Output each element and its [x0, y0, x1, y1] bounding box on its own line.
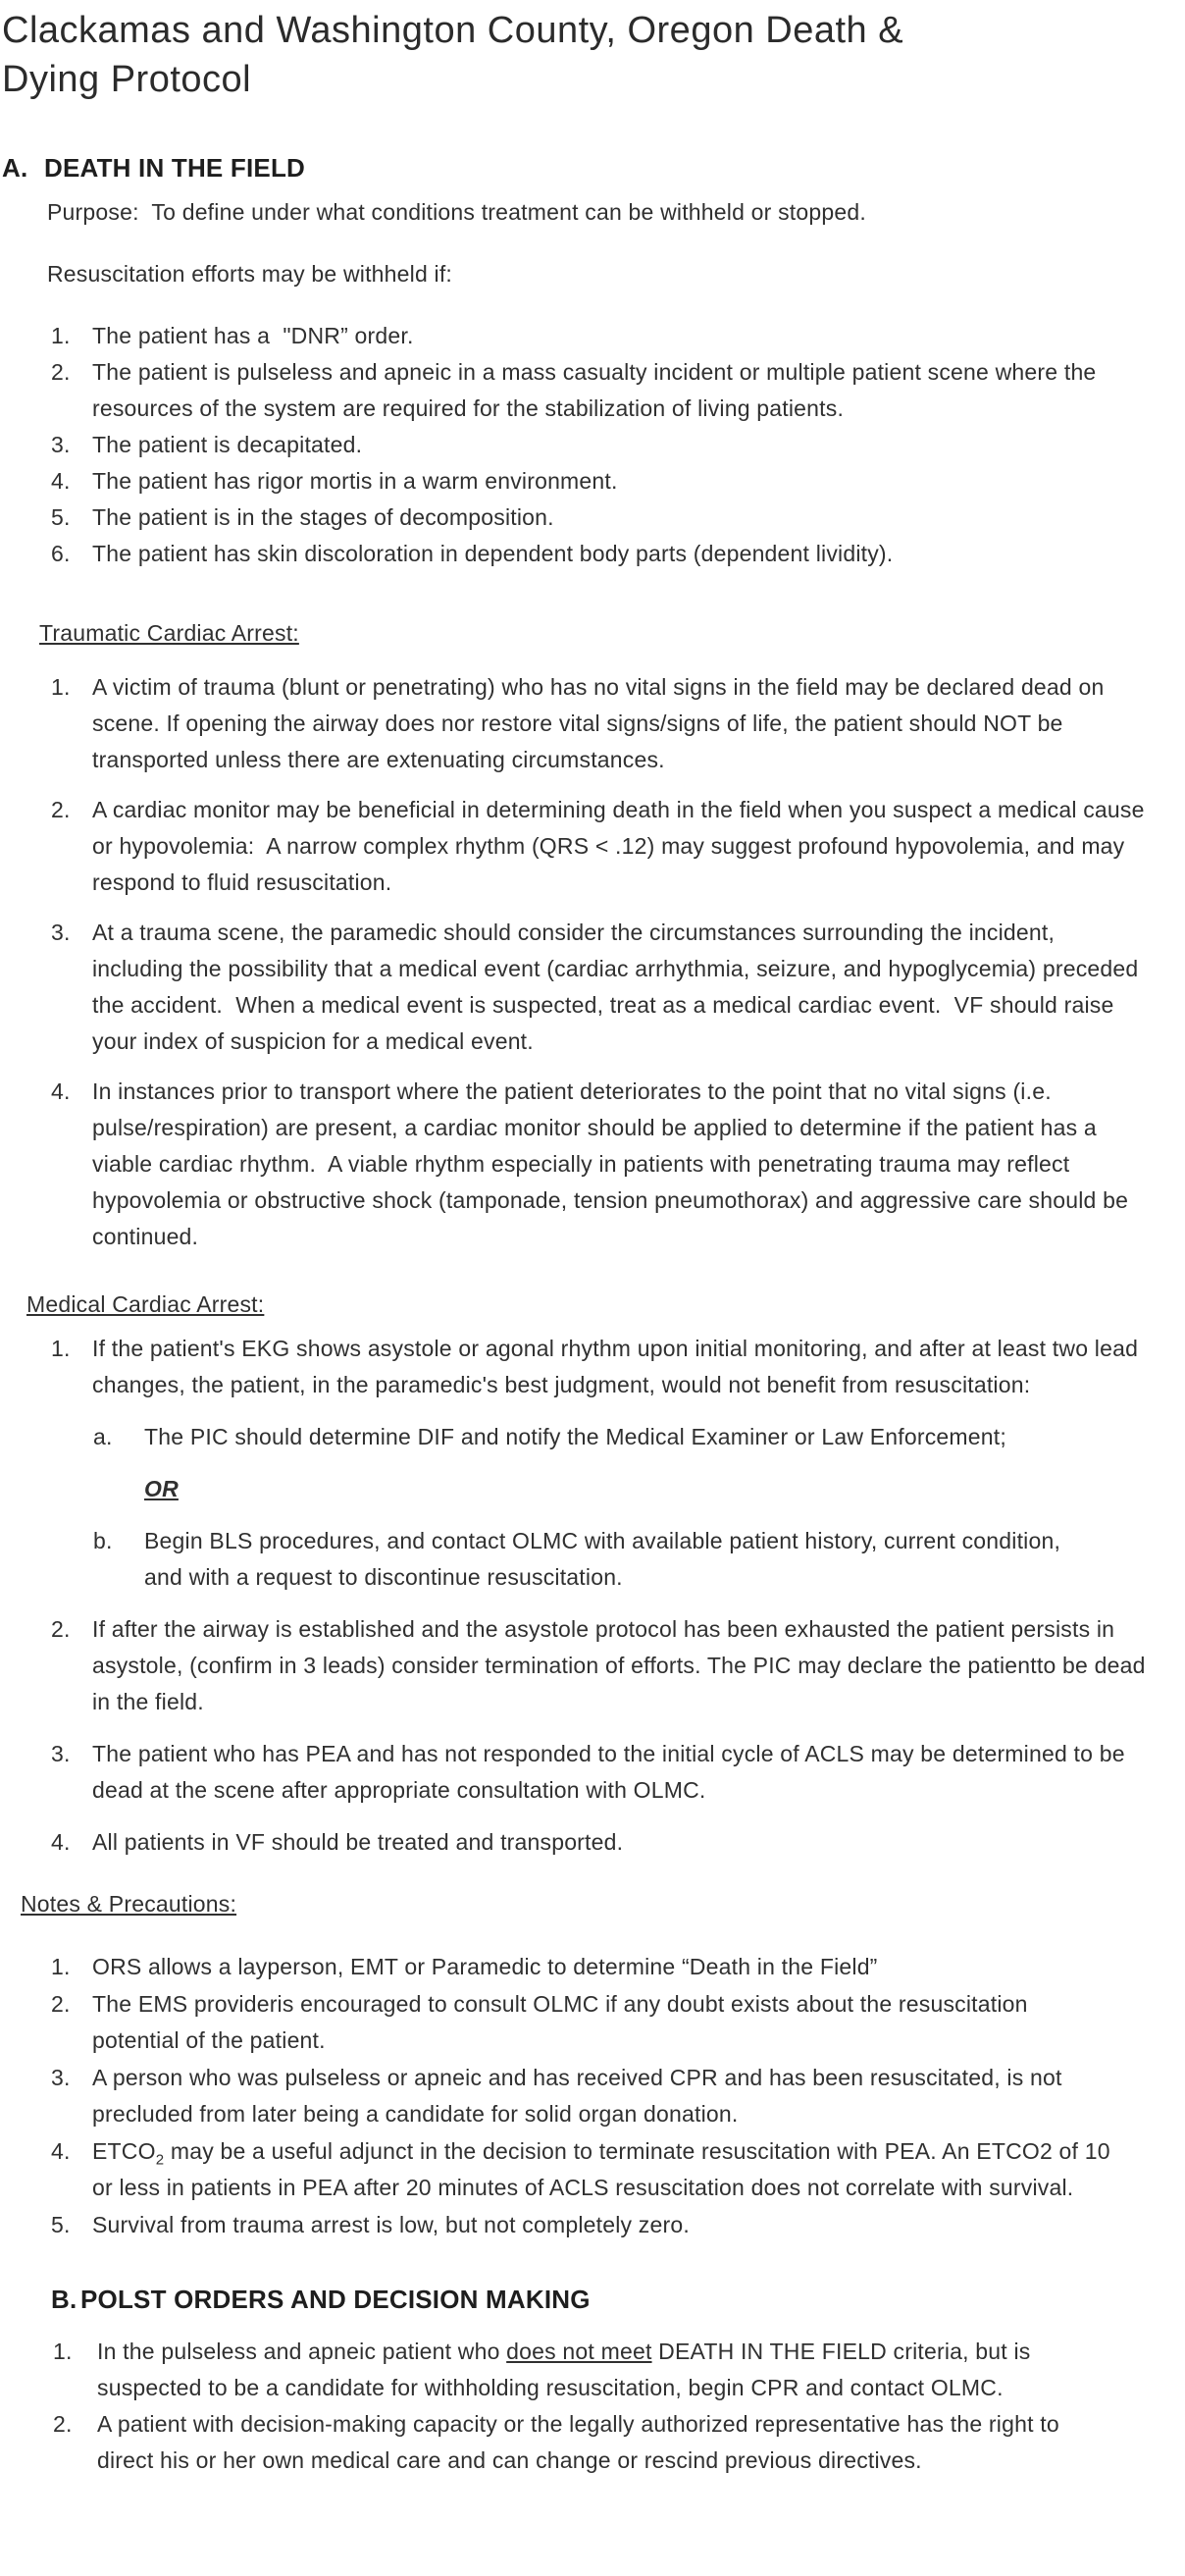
- list-item-number: 6.: [51, 541, 71, 566]
- list-item: [51, 1986, 1175, 2059]
- or-connector: OR: [144, 1476, 179, 1501]
- list-item: [51, 2207, 1175, 2243]
- section-a-heading-text: DEATH IN THE FIELD: [44, 153, 305, 183]
- list-subitem-text: The PIC should determine DIF and notify the Medical Examiner or Law Enforcement;: [144, 1424, 1006, 1449]
- list-item: [51, 1611, 1175, 1720]
- medical-cardiac-arrest-heading: Medical Cardiac Arrest:: [26, 1291, 265, 1317]
- list-item-text: In instances prior to transport where the patient deteriorates to the point that no vital signs (i.e. pulse/respiration) are present, a cardiac monitor should be applied to determine if the patient has a viable cardiac rhythm. A viable rhythm especially in patients with penetrating trauma may reflect hypovolemia or obstructive shock (tamponade, tension pneumothorax) and aggressive care should be continued.: [92, 1078, 1135, 1249]
- list-item: [51, 1949, 1175, 1985]
- list-item-number: 5.: [51, 504, 71, 530]
- list-item: [51, 318, 1175, 354]
- list-item-text: Survival from trauma arrest is low, but not completely zero.: [92, 2212, 690, 2237]
- list-item-text: The patient has skin discoloration in dependent body parts (dependent lividity).: [92, 541, 894, 566]
- list-item-number: 4.: [51, 468, 71, 494]
- list-item-number: 5.: [51, 2212, 71, 2237]
- list-item-number: 3.: [51, 1741, 71, 1766]
- withhold-criteria-list: [51, 318, 1175, 572]
- section-a-letter: A.: [2, 153, 28, 183]
- list-item-number: 1.: [51, 674, 71, 700]
- notes-precautions-heading: Notes & Precautions:: [21, 1891, 237, 1917]
- page-title-line1: Clackamas and Washington County, Oregon Death &: [2, 10, 904, 51]
- list-item-text: At a trauma scene, the paramedic should consider the circumstances surrounding the incident, including the possibility that a medical event (cardiac arrhythmia, seizure, and hypoglycemia) preceded the accident. When a medical event is suspected, treat as a medical cardiac event. VF should raise your index of suspicion for a medical event.: [92, 920, 1145, 1054]
- list-item-text: [97, 2334, 1117, 2406]
- etco2-subscript: 2: [155, 2151, 165, 2169]
- polst-list: [53, 2334, 1175, 2479]
- list-item-text: The patient has a "DNR” order.: [92, 323, 414, 348]
- list-item: [51, 669, 1175, 778]
- list-item: [51, 2133, 1175, 2206]
- list-item-text: The patient is in the stages of decomposition.: [92, 504, 554, 530]
- list-item-number: 2.: [53, 2411, 73, 2437]
- list-item-number: 4.: [51, 1829, 71, 1855]
- list-item: [51, 2060, 1175, 2132]
- list-item-text: If the patient's EKG shows asystole or agonal rhythm upon initial monitoring, and after at least two lead changes, the patient, in the paramedic's best judgment, would not benefit from resuscitation:: [92, 1336, 1145, 1397]
- page-title: [2, 6, 1175, 104]
- list-item-text: The EMS provideris encouraged to consult OLMC if any doubt exists about the resuscitation potential of the patient.: [92, 1991, 1035, 2053]
- notes-precautions-list: [51, 1949, 1175, 2243]
- list-item-text: A victim of trauma (blunt or penetrating) who has no vital signs in the field may be declared dead on scene. If opening the airway does nor restore vital signs/signs of life, the patient should NOT be transported unless there are extenuating circumstances.: [92, 674, 1111, 772]
- list-item-number: 4.: [51, 2138, 71, 2164]
- list-item: [51, 1736, 1175, 1809]
- list-item: [53, 2406, 1175, 2479]
- list-item-number: 3.: [51, 920, 71, 945]
- list-item-number: 2.: [51, 1616, 71, 1642]
- list-item-number: 2.: [51, 359, 71, 385]
- polst-item1-post: DEATH IN THE FIELD criteria, but is suspected to be a candidate for withholding resuscitation, begin CPR and contact OLMC.: [97, 2339, 1038, 2400]
- list-subitem-text: Begin BLS procedures, and contact OLMC with available patient history, current condition, and with a request to discontinue resuscitation.: [144, 1528, 1067, 1590]
- list-item: [51, 1824, 1175, 1861]
- section-a: [2, 149, 1175, 2243]
- etco2-body: may be a useful adjunct in the decision to terminate resuscitation with PEA. An ETCO2 of 10 or less in patients in PEA after 20 minutes of ACLS resuscitation does not correlate with survival.: [92, 2138, 1117, 2200]
- traumatic-cardiac-arrest-heading: Traumatic Cardiac Arrest:: [39, 620, 299, 646]
- list-subitem-b: [93, 1523, 1175, 1596]
- list-subitem-label: a.: [93, 1424, 113, 1449]
- list-item: [53, 2334, 1175, 2406]
- list-item-number: 2.: [51, 1991, 71, 2017]
- etco2-prefix: ETCO: [92, 2138, 156, 2164]
- list-item-text: A person who was pulseless or apneic and has received CPR and has been resuscitated, is not precluded from later being a candidate for solid organ donation.: [92, 2065, 1069, 2127]
- list-item: [51, 1331, 1175, 1403]
- list-item-text: The patient has rigor mortis in a warm environment.: [92, 468, 618, 494]
- list-item-text: The patient is pulseless and apneic in a mass casualty incident or multiple patient scene where the resources of the system are required for the stabilization of living patients.: [92, 359, 1104, 421]
- list-item: [51, 536, 1175, 572]
- list-item-text: If after the airway is established and the asystole protocol has been exhausted the patient persists in asystole, (confirm in 3 leads) consider termination of efforts. The PIC may declare the patientto be dead in the field.: [92, 1616, 1153, 1714]
- polst-item1-pre: In the pulseless and apneic patient who: [97, 2339, 507, 2364]
- list-item-text: The patient who has PEA and has not responded to the initial cycle of ACLS may be determined to be dead at the scene after appropriate consultation with OLMC.: [92, 1741, 1132, 1803]
- list-item-text: The patient is decapitated.: [92, 432, 363, 457]
- does-not-meet-underlined: does not meet: [506, 2339, 652, 2364]
- list-item: [51, 1074, 1175, 1255]
- list-item: [51, 915, 1175, 1060]
- list-subitem-a: [93, 1419, 1175, 1455]
- list-item-number: 2.: [51, 797, 71, 822]
- page-title-line2: Dying Protocol: [2, 59, 252, 100]
- list-item-number: 3.: [51, 432, 71, 457]
- list-item: [51, 792, 1175, 901]
- list-item-text: [92, 2133, 1117, 2206]
- list-item-number: 4.: [51, 1078, 71, 1104]
- list-item: [51, 499, 1175, 536]
- list-item-text: A patient with decision-making capacity or the legally authorized representative has the right to direct his or her own medical care and can change or rescind previous directives.: [97, 2411, 1066, 2473]
- list-item-text: All patients in VF should be treated and transported.: [92, 1829, 624, 1855]
- traumatic-cardiac-arrest-list: [51, 669, 1175, 1255]
- section-b-heading: [51, 2281, 1175, 2318]
- section-a-heading: [2, 149, 1175, 186]
- list-item: [51, 463, 1175, 499]
- list-item-text: ORS allows a layperson, EMT or Paramedic to determine “Death in the Field”: [92, 1954, 878, 1979]
- list-subitem-label: b.: [93, 1528, 113, 1553]
- list-item-number: 1.: [53, 2339, 73, 2364]
- list-item: [51, 427, 1175, 463]
- intro-paragraph: Resuscitation efforts may be withheld if:: [47, 261, 453, 287]
- section-b-letter: B.: [51, 2285, 77, 2314]
- section-b-heading-text: POLST ORDERS AND DECISION MAKING: [80, 2285, 591, 2314]
- purpose-paragraph: Purpose: To define under what conditions treatment can be withheld or stopped.: [47, 199, 866, 225]
- list-item: [51, 354, 1175, 427]
- medical-cardiac-arrest-list: [51, 1331, 1175, 1861]
- list-item-text: A cardiac monitor may be beneficial in determining death in the field when you suspect a medical cause or hypovolemia: A narrow complex rhythm (QRS < .12) may suggest profound hypovolemia, and may respond to fluid resuscitation.: [92, 797, 1152, 895]
- list-item-number: 1.: [51, 1336, 71, 1361]
- list-item-number: 1.: [51, 1954, 71, 1979]
- list-item-number: 1.: [51, 323, 71, 348]
- section-b: [2, 2281, 1175, 2479]
- list-item-number: 3.: [51, 2065, 71, 2090]
